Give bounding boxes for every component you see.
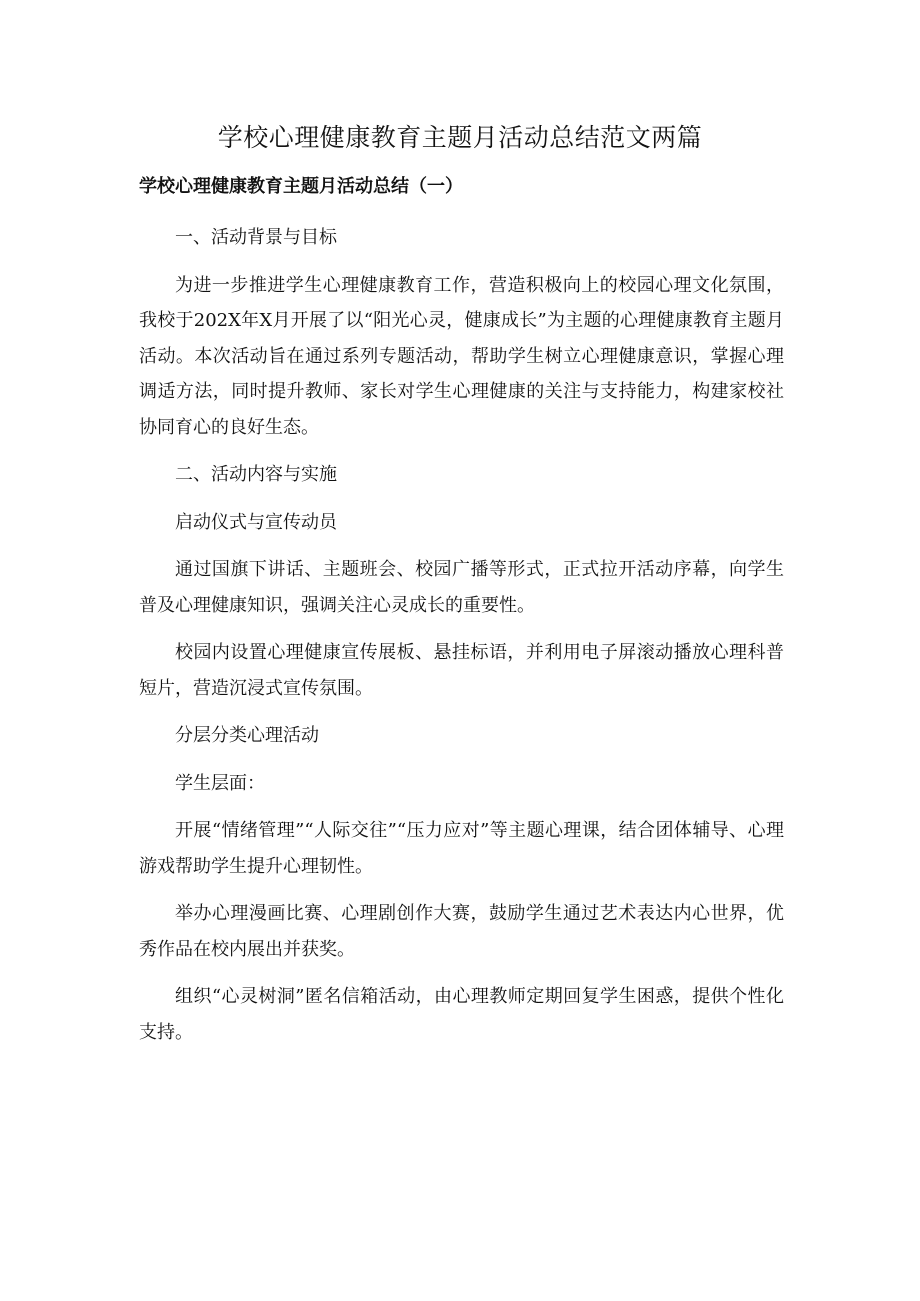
paragraph-subheading: 分层分类心理活动	[175, 725, 319, 746]
paragraph-subheading: 启动仪式与宣传动员	[175, 511, 337, 533]
document-title: 学校心理健康教育主题月活动总结范文两篇	[217, 123, 703, 152]
paragraph: 举办心理漫画比赛、心理剧创作大赛，鼓励学生通过艺术表达内心世界，优秀作品在校内展出并获奖。	[139, 903, 784, 960]
document-body	[139, 220, 784, 1062]
section-heading: 学校心理健康教育主题月活动总结（一）	[139, 176, 463, 197]
paragraph: 通过国旗下讲话、主题班会、校园广播等形式，正式拉开活动序幕，向学生普及心理健康知识，强调关注心灵成长的重要性。	[139, 559, 784, 616]
paragraph: 为进一步推进学生心理健康教育工作，营造积极向上的校园心理文化氛围，我校于202X年X月开展了以“阳光心灵，健康成长”为主题的心理健康教育主题月活动。本次活动旨在通过系列专题活动，帮助学生树立心理健康意识，掌握心理调适方法，同时提升教师、家长对学生心理健康的关注与支持能力，构建家校社协同育心的良好生态。	[139, 274, 784, 438]
paragraph-subheading: 学生层面：	[175, 772, 265, 794]
paragraph: 校园内设置心理健康宣传展板、悬挂标语，并利用电子屏滚动播放心理科普短片，营造沉浸式宣传氛围。	[139, 642, 784, 699]
paragraph: 开展“情绪管理”“人际交往”“压力应对”等主题心理课，结合团体辅导、心理游戏帮助学生提升心理韧性。	[139, 820, 784, 877]
paragraph-background-heading: 一、活动背景与目标	[175, 227, 337, 248]
paragraph: 组织“心灵树洞”匿名信箱活动，由心理教师定期回复学生困惑，提供个性化支持。	[139, 986, 784, 1043]
paragraph-content-heading: 二、活动内容与实施	[175, 464, 337, 485]
